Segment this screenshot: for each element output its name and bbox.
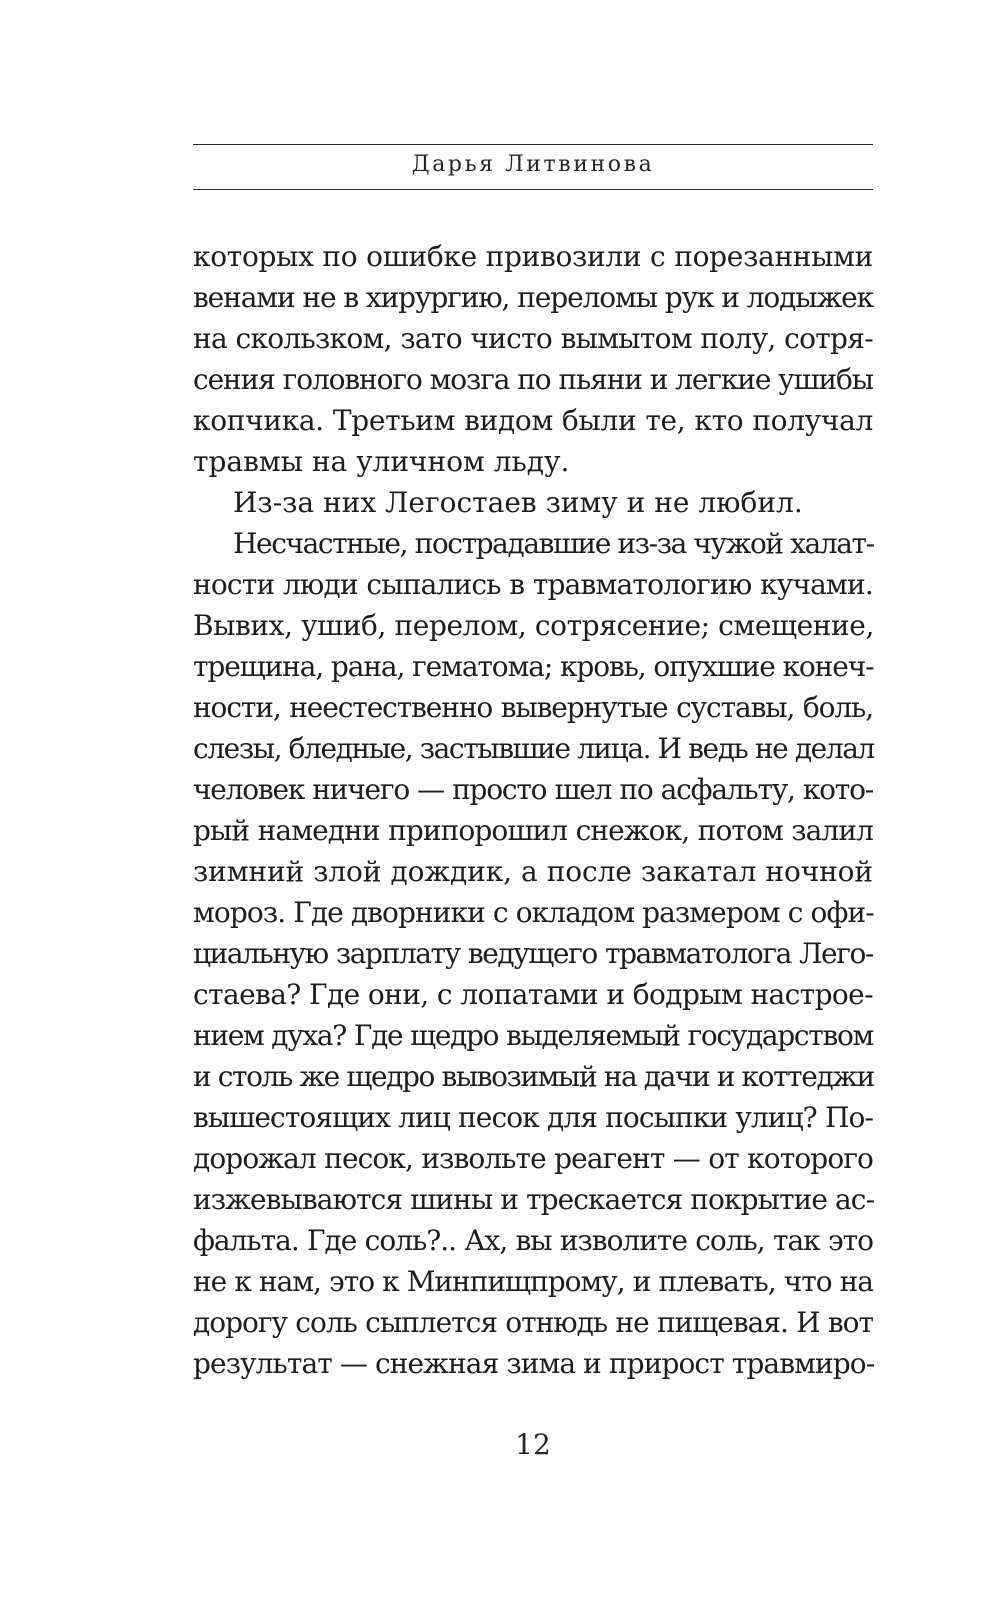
text-line: дорожал песок, извольте реагент — от которого xyxy=(193,1142,873,1175)
text-line: травмы на уличном льду. xyxy=(193,445,570,478)
text-line: циальную зарплату ведущего травматолога Лего- xyxy=(193,937,873,970)
text-line: дорогу соль сыплется отнюдь не пищевая. И вот xyxy=(193,1306,873,1339)
text-line: вышестоящих лиц песок для посыпки улиц? По- xyxy=(193,1101,873,1134)
header-rule-bottom xyxy=(193,189,873,190)
text-line: изжевываются шины и трескается покрытие ас- xyxy=(193,1183,875,1216)
text-line: рый намедни припорошил снежок, потом залил xyxy=(193,814,873,847)
text-line: нием духа? Где щедро выделяемый государством xyxy=(193,1019,873,1052)
text-line: сения головного мозга по пьяни и легкие ушибы xyxy=(193,363,873,396)
text-line: стаева? Где они, с лопатами и бодрым настрое- xyxy=(193,978,873,1011)
text-line: ности, неестественно вывернутые суставы, боль, xyxy=(193,691,873,724)
text-line: слезы, бледные, застывшие лица. И ведь не делал xyxy=(193,732,874,765)
text-line: Вывих, ушиб, перелом, сотрясение; смещение, xyxy=(193,609,874,642)
text-line: и столь же щедро вывозимый на дачи и коттеджи xyxy=(193,1060,874,1093)
text-line: мороз. Где дворники с окладом размером с офи- xyxy=(193,896,874,929)
text-line: копчика. Третьим видом были те, кто получал xyxy=(193,404,873,437)
text-line: зимний злой дождик, а после закатал ночной xyxy=(193,855,873,888)
text-line: ности люди сыпались в травматологию кучами. xyxy=(193,568,873,601)
text-line: которых по ошибке привозили с порезанными xyxy=(193,240,873,273)
text-line: не к нам, это к Минпищпрому, и плевать, что на xyxy=(193,1265,873,1298)
text-line: венами не в хирургию, переломы рук и лодыжек xyxy=(193,281,873,314)
text-line: Из-за них Легостаев зиму и не любил. xyxy=(233,486,803,519)
page-number: 12 xyxy=(515,1428,551,1461)
text-line: результат — снежная зима и прирост травмиро- xyxy=(193,1347,875,1380)
text-line: Несчастные, пострадавшие из-за чужой халат- xyxy=(233,527,874,560)
running-head-author: Дарья Литвинова xyxy=(411,152,655,177)
text-line: трещина, рана, гематома; кровь, опухшие конеч- xyxy=(193,650,874,683)
text-line: фальта. Где соль?.. Ах, вы изволите соль, так это xyxy=(193,1224,873,1257)
body-text xyxy=(193,236,873,1384)
header-rule-top xyxy=(193,144,873,145)
text-line: человек ничего — просто шел по асфальту, кото- xyxy=(193,773,873,806)
text-line: на скользком, зато чисто вымытом полу, сотря- xyxy=(193,322,873,355)
